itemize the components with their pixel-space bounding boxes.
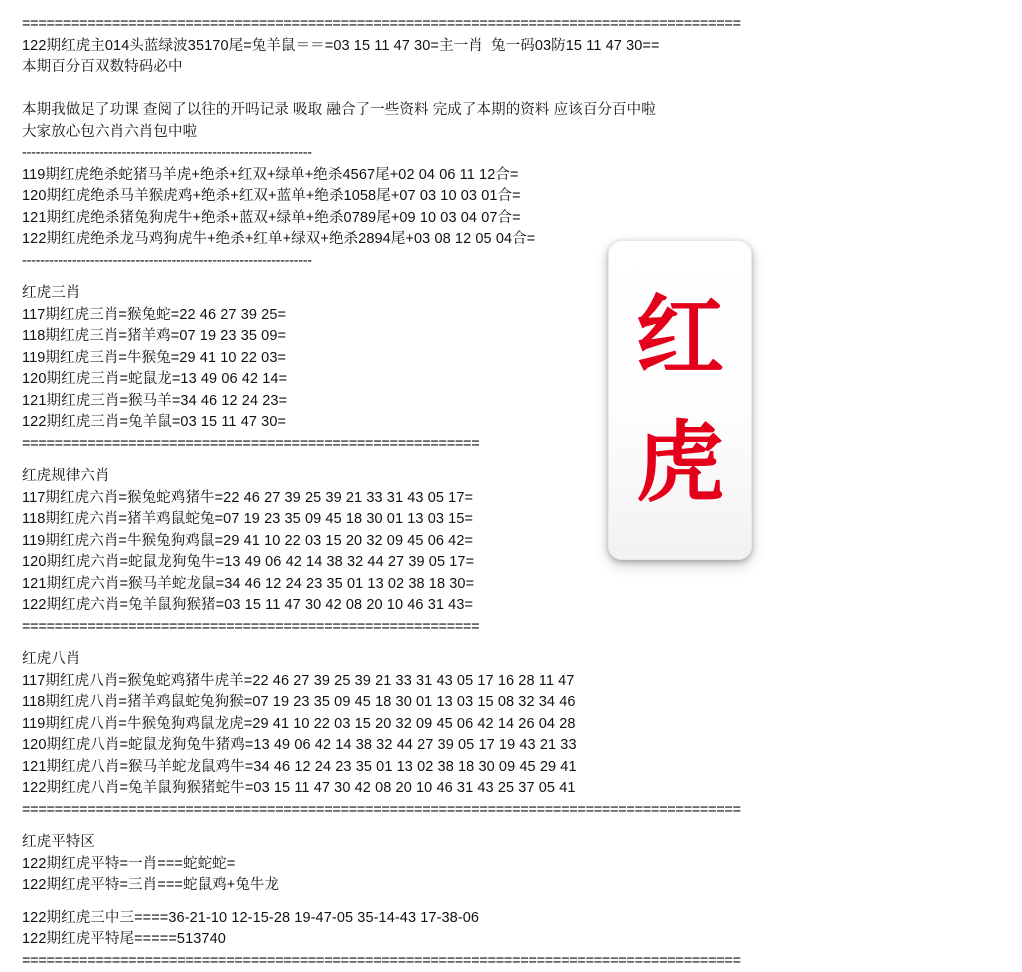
text-line: 117期红虎三肖=猴兔蛇=22 46 27 39 25= xyxy=(22,305,1002,327)
text-line: 红虎三肖 xyxy=(22,283,1002,305)
text-line: 122期红虎平特=一肖===蛇蛇蛇= xyxy=(22,854,1002,876)
document-text-body xyxy=(22,14,1002,972)
card-char-hu: 虎 xyxy=(636,407,724,519)
text-line: 122期红虎八肖=兔羊鼠狗猴猪蛇牛=03 15 11 47 30 42 08 20 10 46 31 43 25 37 05 41 xyxy=(22,778,1002,800)
text-line: 122期红虎三肖=兔羊鼠=03 15 11 47 30= xyxy=(22,412,1002,434)
separator-line: ---------------------------------------------------------------- xyxy=(22,143,1002,165)
text-line: 122期红虎六肖=兔羊鼠狗猴猪=03 15 11 47 30 42 08 20 10 46 31 43= xyxy=(22,595,1002,617)
text-line: 122期红虎三中三====36-21-10 12-15-28 19-47-05 35-14-43 17-38-06 xyxy=(22,908,1002,930)
text-line: 119期红虎六肖=牛猴兔狗鸡鼠=29 41 10 22 03 15 20 32 09 45 06 42= xyxy=(22,531,1002,553)
text-line: 120期红虎三肖=蛇鼠龙=13 49 06 42 14= xyxy=(22,369,1002,391)
red-tiger-card xyxy=(608,240,752,560)
text-line: 119期红虎八肖=牛猴兔狗鸡鼠龙虎=29 41 10 22 03 15 20 32 09 45 06 42 14 26 04 28 xyxy=(22,714,1002,736)
text-line: 本期我做足了功课 查阅了以往的开吗记录 吸取 融合了一些资料 完成了本期的资料 应该百分百中啦 xyxy=(22,100,1002,122)
text-line: 122期红虎平特=三肖===蛇鼠鸡+兔牛龙 xyxy=(22,875,1002,897)
text-line: 118期红虎三肖=猪羊鸡=07 19 23 35 09= xyxy=(22,326,1002,348)
separator-line: ======================================================== xyxy=(22,434,1002,456)
text-line: 121期红虎绝杀猪兔狗虎牛+绝杀+蓝双+绿单+绝杀0789尾+09 10 03 04 07合= xyxy=(22,208,1002,230)
text-line: 本期百分百双数特码必中 xyxy=(22,57,1002,79)
text-spacer xyxy=(22,897,1002,908)
text-line: 红虎规律六肖 xyxy=(22,466,1002,488)
text-line: 120期红虎八肖=蛇鼠龙狗兔牛猪鸡=13 49 06 42 14 38 32 44 27 39 05 17 19 43 21 33 xyxy=(22,735,1002,757)
text-line: 红虎八肖 xyxy=(22,649,1002,671)
card-char-hong: 红 xyxy=(636,281,724,393)
text-line: 120期红虎绝杀马羊猴虎鸡+绝杀+红双+蓝单+绝杀1058尾+07 03 10 03 01合= xyxy=(22,186,1002,208)
separator-line: ======================================================== xyxy=(22,617,1002,639)
text-spacer xyxy=(22,455,1002,466)
text-spacer xyxy=(22,638,1002,649)
text-line: 120期红虎六肖=蛇鼠龙狗兔牛=13 49 06 42 14 38 32 44 27 39 05 17= xyxy=(22,552,1002,574)
text-line: 121期红虎三肖=猴马羊=34 46 12 24 23= xyxy=(22,391,1002,413)
text-line: 121期红虎八肖=猴马羊蛇龙鼠鸡牛=34 46 12 24 23 35 01 13 02 38 18 30 09 45 29 41 xyxy=(22,757,1002,779)
text-line: 117期红虎八肖=猴兔蛇鸡猪牛虎羊=22 46 27 39 25 39 21 33 31 43 05 17 16 28 11 47 xyxy=(22,671,1002,693)
separator-line: ---------------------------------------------------------------- xyxy=(22,251,1002,273)
text-line: 119期红虎三肖=牛猴兔=29 41 10 22 03= xyxy=(22,348,1002,370)
text-line: 117期红虎六肖=猴兔蛇鸡猪牛=22 46 27 39 25 39 21 33 31 43 05 17= xyxy=(22,488,1002,510)
text-spacer xyxy=(22,821,1002,832)
text-line: 122期红虎绝杀龙马鸡狗虎牛+绝杀+红单+绿双+绝杀2894尾+03 08 12 05 04合= xyxy=(22,229,1002,251)
text-line: 122期红虎主014头蓝绿波35170尾=兔羊鼠＝＝=03 15 11 47 30=主一肖 兔一码03防15 11 47 30== xyxy=(22,36,1002,58)
text-line: 118期红虎八肖=猪羊鸡鼠蛇兔狗猴=07 19 23 35 09 45 18 30 01 13 03 15 08 32 34 46 xyxy=(22,692,1002,714)
text-line: 121期红虎六肖=猴马羊蛇龙鼠=34 46 12 24 23 35 01 13 02 38 18 30= xyxy=(22,574,1002,596)
text-line: 大家放心包六肖六肖包中啦 xyxy=(22,122,1002,144)
text-spacer xyxy=(22,79,1002,101)
separator-line: ======================================================================================== xyxy=(22,14,1002,36)
text-line: 118期红虎六肖=猪羊鸡鼠蛇兔=07 19 23 35 09 45 18 30 01 13 03 15= xyxy=(22,509,1002,531)
separator-line: ======================================================================================== xyxy=(22,800,1002,822)
text-spacer xyxy=(22,272,1002,283)
separator-line: ======================================================================================== xyxy=(22,951,1002,972)
text-line: 122期红虎平特尾=====513740 xyxy=(22,929,1002,951)
text-line: 119期红虎绝杀蛇猪马羊虎+绝杀+红双+绿单+绝杀4567尾+02 04 06 11 12合= xyxy=(22,165,1002,187)
text-line: 红虎平特区 xyxy=(22,832,1002,854)
